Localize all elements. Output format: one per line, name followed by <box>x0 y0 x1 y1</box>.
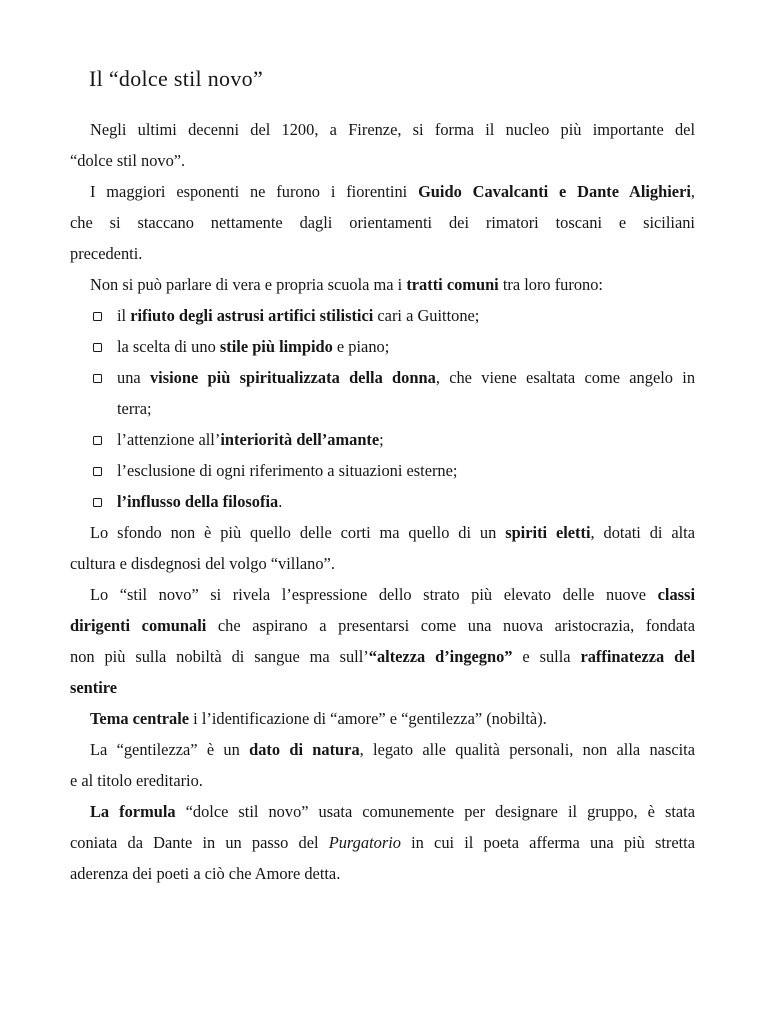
bullet-item <box>70 455 695 486</box>
text-segment: “altezza d’ingegno” <box>368 647 513 666</box>
square-bullet-icon <box>93 312 102 321</box>
text-segment: e al titolo ereditario. <box>70 771 203 790</box>
text-segment: sentire <box>70 678 118 697</box>
text-line <box>70 703 695 734</box>
paragraph <box>70 176 695 269</box>
text-segment: l’influsso della filosofia <box>117 492 279 511</box>
text-segment: stile più limpido <box>219 337 333 356</box>
text-segment: La “gentilezza” è un <box>90 740 250 759</box>
text-line <box>70 207 695 238</box>
text-segment: Purgatorio <box>328 833 401 852</box>
text-segment: non più sulla nobiltà di sangue ma sull’ <box>70 647 369 666</box>
bullet-item <box>70 486 695 517</box>
text-segment: , dotati di alta <box>590 523 696 542</box>
paragraph <box>70 114 695 176</box>
document-body <box>70 114 695 889</box>
paragraph <box>70 703 695 734</box>
text-segment: interiorità dell’amante <box>220 430 380 449</box>
document-title: Il “dolce stil novo” <box>89 66 264 91</box>
text-line <box>70 300 695 331</box>
paragraph <box>70 579 695 703</box>
text-line <box>70 579 695 610</box>
text-line <box>70 424 695 455</box>
square-bullet-icon <box>93 467 102 476</box>
bullet-item <box>70 424 695 455</box>
text-line <box>70 641 695 672</box>
square-bullet-icon <box>93 343 102 352</box>
text-segment: che aspirano a presentarsi come una nuova aristocrazia, fondata <box>206 616 695 635</box>
text-segment: dirigenti comunali <box>70 616 207 635</box>
text-segment: i l’identificazione di “amore” e “gentilezza” (nobiltà). <box>189 709 547 728</box>
text-line <box>70 796 695 827</box>
text-segment: dato di natura <box>249 740 360 759</box>
bullet-item <box>70 362 695 424</box>
bullet-item <box>70 300 695 331</box>
text-line <box>70 827 695 858</box>
text-segment: l’esclusione di ogni riferimento a situazioni esterne; <box>117 461 458 480</box>
text-segment: Non si può parlare di vera e propria scuola ma i <box>90 275 407 294</box>
text-segment: , legato alle qualità personali, non alla nascita <box>359 740 695 759</box>
text-segment: La formula <box>90 802 176 821</box>
text-segment: cultura e disdegnosi del volgo “villano”. <box>70 554 335 573</box>
text-segment: Lo sfondo non è più quello delle corti ma quello di un <box>90 523 506 542</box>
text-line <box>70 486 695 517</box>
text-segment: tra loro furono: <box>498 275 603 294</box>
document-content <box>70 64 695 889</box>
text-line <box>70 858 695 889</box>
text-segment: Guido Cavalcanti e Dante Alighieri <box>418 182 691 201</box>
square-bullet-icon <box>93 498 102 507</box>
text-segment: una <box>117 368 150 387</box>
text-segment: il <box>117 306 131 325</box>
text-line <box>70 455 695 486</box>
text-line <box>70 610 695 641</box>
text-segment: , <box>690 182 696 201</box>
text-line <box>70 672 695 703</box>
text-segment: cari a Guittone; <box>373 306 480 325</box>
text-line <box>70 114 695 145</box>
text-segment: tratti comuni <box>406 275 499 294</box>
text-segment: Negli ultimi decenni del 1200, a Firenze, si forma il nucleo più importante del <box>90 120 695 139</box>
text-segment: . <box>278 492 283 511</box>
text-segment: visione più spiritualizzata della donna <box>149 368 436 387</box>
square-bullet-icon <box>93 436 102 445</box>
text-segment: la scelta di uno <box>117 337 220 356</box>
text-segment: l’attenzione all’ <box>117 430 221 449</box>
text-segment: e piano; <box>332 337 390 356</box>
paragraph <box>70 734 695 796</box>
text-segment: “dolce stil novo”. <box>70 151 186 170</box>
text-segment: classi <box>657 585 695 604</box>
text-line <box>70 176 695 207</box>
text-segment: che si staccano nettamente dagli orientamenti dei rimatori toscani e siciliani <box>70 213 695 232</box>
text-line <box>70 331 695 362</box>
text-line <box>70 765 695 796</box>
text-segment: Tema centrale <box>90 709 190 728</box>
text-segment: in cui il poeta afferma una più stretta <box>400 833 695 852</box>
text-segment: spiriti eletti <box>505 523 591 542</box>
text-line <box>70 238 695 269</box>
text-line <box>70 362 695 393</box>
paragraph <box>70 796 695 889</box>
text-segment: terra; <box>117 399 152 418</box>
paragraph <box>70 517 695 579</box>
text-line <box>70 548 695 579</box>
text-line <box>70 517 695 548</box>
text-line <box>70 269 695 300</box>
text-segment: I maggiori esponenti ne furono i fiorentini <box>90 182 419 201</box>
text-segment: aderenza dei poeti a ciò che Amore detta. <box>70 864 341 883</box>
text-segment: ; <box>379 430 384 449</box>
text-segment: , che viene esaltata come angelo in <box>435 368 696 387</box>
text-segment: precedenti. <box>70 244 143 263</box>
text-line <box>70 393 695 424</box>
text-segment: e sulla <box>512 647 581 666</box>
square-bullet-icon <box>93 374 102 383</box>
text-segment: coniata da Dante in un passo del <box>70 833 329 852</box>
text-segment: Lo “stil novo” si rivela l’espressione dello strato più elevato delle nuove <box>90 585 658 604</box>
text-segment: rifiuto degli astrusi artifici stilistici <box>130 306 374 325</box>
text-line <box>70 145 695 176</box>
paragraph <box>70 269 695 300</box>
bullet-item <box>70 331 695 362</box>
text-segment: “dolce stil novo” usata comunemente per designare il gruppo, è stata <box>175 802 695 821</box>
text-line <box>70 734 695 765</box>
text-segment: raffinatezza del <box>580 647 696 666</box>
